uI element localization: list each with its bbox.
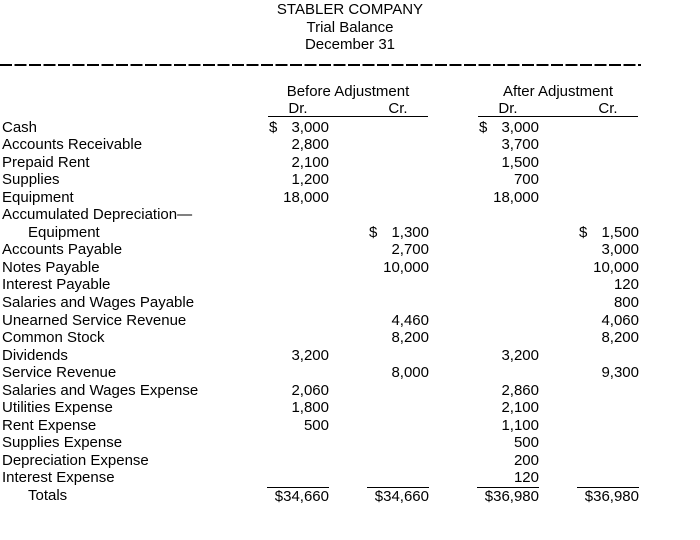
before-dr-column-header: Dr. [288, 100, 308, 117]
amount-value: 8,200 [391, 329, 429, 347]
account-label: Dividends [2, 346, 68, 364]
amount-value: $34,660 [374, 487, 429, 505]
amount-value: 2,100 [291, 153, 329, 171]
table-row [0, 417, 700, 435]
table-row [0, 452, 700, 470]
amount-value: 2,800 [291, 136, 329, 154]
before-dr-cell [267, 487, 329, 505]
account-label: Interest Payable [2, 276, 111, 294]
dollar-sign: $ [579, 223, 588, 241]
amount-value: 500 [303, 416, 329, 434]
amount-value: 2,100 [501, 399, 539, 417]
before-cr-column-header: Cr. [388, 100, 408, 117]
before-dr-cell [267, 189, 329, 207]
table-row [0, 241, 700, 259]
amount-value: $34,660 [274, 487, 329, 505]
amount-value: 3,000 [601, 241, 639, 259]
table-row [0, 329, 700, 347]
amount-value: 8,000 [391, 364, 429, 382]
account-label: Salaries and Wages Payable [2, 293, 195, 311]
after-dr-cell [477, 189, 539, 207]
after-cr-cell [577, 487, 639, 505]
before-adjustment-subheader [268, 100, 428, 117]
after-cr-cell [577, 276, 639, 294]
account-label: Service Revenue [2, 364, 117, 382]
before-dr-cell [267, 154, 329, 172]
before-cr-cell [367, 329, 429, 347]
amount-value: 2,060 [291, 381, 329, 399]
table-row [0, 189, 700, 207]
after-cr-cell [577, 364, 639, 382]
after-adjustment-subheader [478, 100, 638, 117]
before-cr-cell [367, 224, 429, 242]
table-row [0, 259, 700, 277]
after-dr-cell [477, 171, 539, 189]
company-name: STABLER COMPANY [276, 1, 424, 18]
after-dr-cell [477, 399, 539, 417]
account-label: Salaries and Wages Expense [2, 381, 199, 399]
table-row [0, 434, 700, 452]
horizontal-divider [0, 64, 641, 66]
after-dr-cell [477, 469, 539, 487]
table-row [0, 382, 700, 400]
amount-value: 3,700 [501, 136, 539, 154]
after-dr-cell [477, 136, 539, 154]
amount-value: 1,300 [391, 223, 429, 241]
account-label: Common Stock [2, 329, 105, 347]
before-adjustment-group-header: Before Adjustment [286, 83, 410, 100]
after-cr-cell [577, 241, 639, 259]
after-cr-cell [577, 294, 639, 312]
after-dr-cell [477, 154, 539, 172]
table-row [0, 206, 700, 224]
account-label: Supplies [2, 171, 60, 189]
after-cr-cell [577, 329, 639, 347]
before-dr-cell [267, 382, 329, 400]
before-dr-cell [267, 171, 329, 189]
account-label: Rent Expense [2, 416, 97, 434]
account-label: Supplies Expense [2, 434, 123, 452]
after-adjustment-group-header: After Adjustment [502, 83, 614, 100]
after-dr-cell [477, 347, 539, 365]
before-cr-cell [367, 312, 429, 330]
table-row [0, 136, 700, 154]
amount-value: 10,000 [383, 258, 429, 276]
after-dr-cell [477, 119, 539, 137]
amount-value: 8,200 [601, 329, 639, 347]
table-row [0, 276, 700, 294]
account-label: Interest Expense [2, 469, 115, 487]
before-dr-cell [267, 417, 329, 435]
after-dr-cell [477, 452, 539, 470]
after-cr-cell [577, 312, 639, 330]
amount-value: $36,980 [484, 487, 539, 505]
account-label: Equipment [2, 188, 74, 206]
after-dr-cell [477, 487, 539, 505]
before-dr-cell [267, 136, 329, 154]
amount-value: 3,000 [501, 118, 539, 136]
table-row [0, 119, 700, 137]
amount-value: 1,100 [501, 416, 539, 434]
table-row [0, 469, 700, 487]
amount-value: 1,500 [501, 153, 539, 171]
before-cr-cell [367, 487, 429, 505]
amount-value: $36,980 [584, 487, 639, 505]
dollar-sign: $ [479, 118, 488, 136]
amount-value: 120 [513, 469, 539, 487]
report-date: December 31 [304, 36, 396, 53]
dollar-sign: $ [269, 118, 278, 136]
amount-value: 200 [513, 451, 539, 469]
account-label: Accumulated Depreciation— [2, 206, 193, 224]
before-dr-cell [267, 347, 329, 365]
table-row [0, 154, 700, 172]
amount-value: 3,200 [291, 346, 329, 364]
dollar-sign: $ [369, 223, 378, 241]
table-row [0, 171, 700, 189]
account-label: Equipment [28, 223, 100, 241]
account-label: Accounts Receivable [2, 136, 143, 154]
after-dr-cell [477, 382, 539, 400]
totals-label: Totals [28, 486, 68, 504]
amount-value: 2,700 [391, 241, 429, 259]
table-row [0, 347, 700, 365]
amount-value: 500 [513, 434, 539, 452]
amount-value: 3,200 [501, 346, 539, 364]
amount-value: 700 [513, 171, 539, 189]
table-row [0, 312, 700, 330]
after-dr-column-header: Dr. [498, 100, 518, 117]
table-row [0, 399, 700, 417]
amount-value: 4,460 [391, 311, 429, 329]
account-label: Prepaid Rent [2, 153, 90, 171]
amount-value: 18,000 [493, 188, 539, 206]
document-header [0, 1, 700, 54]
before-cr-cell [367, 241, 429, 259]
before-cr-cell [367, 364, 429, 382]
table-row [0, 294, 700, 312]
amount-value: 2,860 [501, 381, 539, 399]
amount-value: 1,200 [291, 171, 329, 189]
account-label: Unearned Service Revenue [2, 311, 187, 329]
account-label: Notes Payable [2, 258, 100, 276]
table-rows [0, 119, 700, 505]
account-label: Accounts Payable [2, 241, 123, 259]
before-dr-cell [267, 399, 329, 417]
amount-value: 10,000 [593, 258, 639, 276]
after-dr-cell [477, 434, 539, 452]
after-cr-cell [577, 259, 639, 277]
after-cr-cell [577, 224, 639, 242]
before-cr-cell [367, 259, 429, 277]
account-label: Depreciation Expense [2, 451, 149, 469]
amount-value: 120 [613, 276, 639, 294]
account-label: Utilities Expense [2, 399, 113, 417]
account-label: Cash [2, 118, 38, 136]
amount-value: 18,000 [283, 188, 329, 206]
amount-value: 3,000 [291, 118, 329, 136]
amount-value: 800 [613, 293, 639, 311]
amount-value: 1,500 [601, 223, 639, 241]
table-row [0, 364, 700, 382]
table-row [0, 224, 700, 242]
after-dr-cell [477, 417, 539, 435]
report-title: Trial Balance [306, 18, 394, 36]
after-cr-column-header: Cr. [598, 100, 618, 117]
totals-row [0, 487, 700, 505]
amount-value: 4,060 [601, 311, 639, 329]
before-dr-cell [267, 119, 329, 137]
amount-value: 1,800 [291, 399, 329, 417]
amount-value: 9,300 [601, 364, 639, 382]
